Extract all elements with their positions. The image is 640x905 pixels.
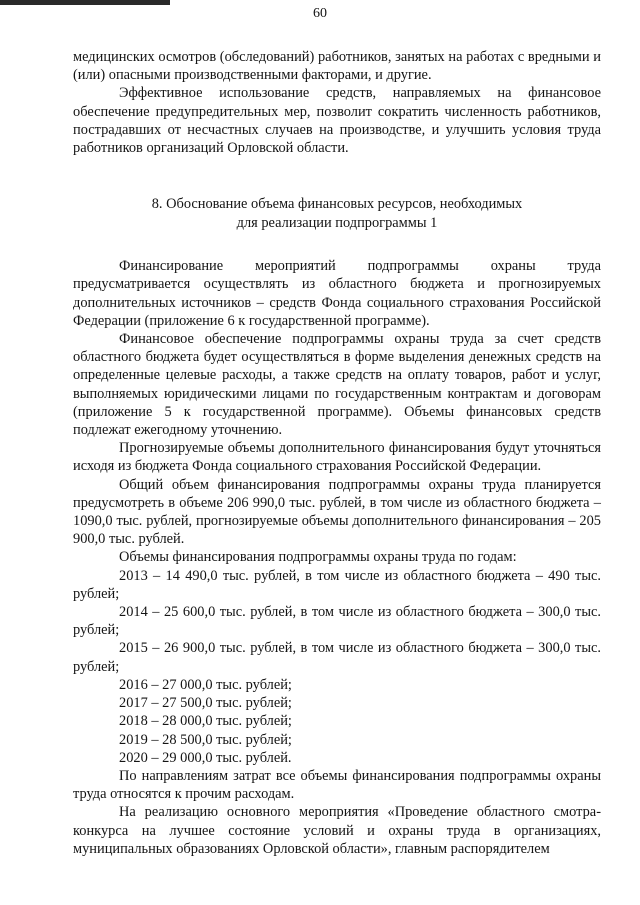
year-line: 2019 – 28 500,0 тыс. рублей; (119, 731, 292, 748)
document-body (73, 48, 601, 858)
funding-sources-paragraph: Финансирование мероприятий подпрограммы охраны труда предусматривается осуществлять из областного бюджета и прогнозируемых дополнительных источников – средств Фонда социального страхования Российской Федерации (приложение 6 к государственной программе). (73, 258, 601, 329)
forecast-paragraph: Прогнозируемые объемы дополнительного финансирования будут уточняться исходя из бюджета Фонда социального страхования Российской Федерации. (73, 440, 601, 475)
expense-direction-paragraph: По направлениям затрат все объемы финансирования подпрограммы охраны труда относятся к прочим расходам. (73, 767, 601, 803)
scan-edge-mark (0, 0, 170, 5)
total-volume-paragraph: Общий объем финансирования подпрограммы охраны труда планируется предусмотреть в объеме 206 990,0 тыс. рублей, в том числе из областного бюджета – 1090,0 тыс. рублей, прогнозируемые объемы дополнительного финансирования – 205 900,0 тыс. рублей. (73, 476, 601, 548)
efficiency-paragraph: Эффективное использование средств, направляемых на финансовое обеспечение предупредительных мер, позволит сократить численность работников, пострадавших от несчастных случаев на производстве, и улучшить условия труда работников организаций Орловской области. (73, 85, 601, 157)
main-activity-paragraph: На реализацию основного мероприятия «Проведение областного смотра-конкурса на лучшее состояние условий и охраны труда в организациях, муниципальных образованиях Орловской области», главным распорядителем (73, 804, 601, 857)
section-heading-line-1: 8. Обоснование объема финансовых ресурсов, необходимых (151, 196, 523, 213)
continuation-paragraph: медицинских осмотров (обследований) работников, занятых на работах с вредными и (или) опасными производственными факторами, и другие. (73, 49, 601, 84)
section-heading-line-2: для реализации подпрограммы 1 (236, 214, 438, 231)
year-line: 2015 – 26 900,0 тыс. рублей, в том числе из областного бюджета – 300,0 тыс. рублей; (73, 640, 601, 675)
year-line: 2016 – 27 000,0 тыс. рублей; (119, 676, 292, 693)
yearly-intro-paragraph: Объемы финансирования подпрограммы охраны труда по годам: (119, 549, 517, 566)
year-line: 2013 – 14 490,0 тыс. рублей, в том числе из областного бюджета – 490 тыс. рублей; (73, 567, 601, 602)
year-line: 2014 – 25 600,0 тыс. рублей, в том числе из областного бюджета – 300,0 тыс. рублей; (73, 604, 601, 639)
regional-budget-paragraph: Финансовое обеспечение подпрограммы охраны труда за счет средств областного бюджета будет осуществляться в форме выделения денежных средств на определенные целевые расходы, а также средств на оплату товаров, работ и услуг, выполняемых юридическими лицами по государственным контрактам и договорам (приложение 5 к государственной программе). Объемы финансовых средств подлежат ежегодному уточнению. (73, 331, 601, 439)
year-line: 2018 – 28 000,0 тыс. рублей; (119, 713, 292, 730)
year-line: 2020 – 29 000,0 тыс. рублей. (119, 749, 292, 766)
year-line: 2017 – 27 500,0 тыс. рублей; (119, 695, 292, 712)
page-number: 60 (313, 6, 327, 21)
